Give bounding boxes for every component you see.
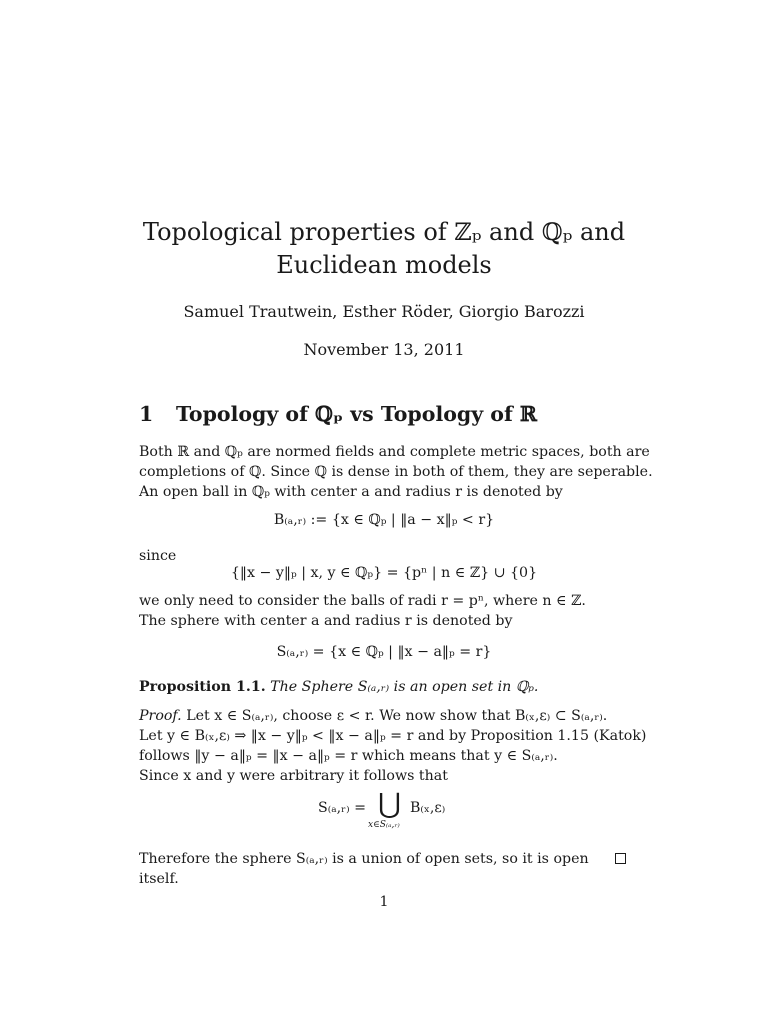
equation-norm-values: {‖x − y‖ₚ | x, y ∈ ℚₚ} = {pⁿ | n ∈ ℤ} ∪ {0} — [230, 565, 538, 581]
text-line: The sphere with center a and radius r is denoted by — [139, 613, 513, 629]
section-heading — [139, 402, 639, 426]
section-title: Topology of ℚₚ vs Topology of ℝ — [176, 402, 537, 426]
equation-union — [0, 787, 768, 840]
proof-label: Proof. — [139, 708, 182, 724]
proposition-label: Proposition 1.1. — [139, 679, 266, 695]
text-line: Since x and y were arbitrary it follows that — [139, 768, 448, 784]
equation-open-ball: B₍ₐ,ᵣ₎ := {x ∈ ℚₚ | ‖a − x‖ₚ < r} — [273, 512, 495, 528]
text-line: completions of ℚ. Since ℚ is dense in both of them, they are seperable. — [139, 464, 653, 480]
publication-date: November 13, 2011 — [303, 340, 465, 359]
union-rhs: B₍ₓ,ε₎ — [410, 800, 446, 816]
text-line: Both ℝ and ℚₚ are normed fields and complete metric spaces, both are — [139, 444, 650, 460]
text-line: Let y ∈ B₍ₓ,ε₎ ⇒ ‖x − y‖ₚ < ‖x − a‖ₚ = r and by Proposition 1.15 (Katok) — [139, 728, 647, 744]
title-line-2: Euclidean models — [276, 251, 492, 279]
qed-square-icon — [615, 853, 626, 864]
union-subscript: x∈S₍ₐ,ᵣ₎ — [368, 820, 400, 830]
paper-title — [0, 216, 768, 282]
text-line: Let x ∈ S₍ₐ,ᵣ₎, choose ε < r. We now show that B₍ₓ,ε₎ ⊂ S₍ₐ,ᵣ₎. — [186, 708, 608, 724]
text-since: since — [139, 548, 177, 564]
author-list: Samuel Trautwein, Esther Röder, Giorgio Barozzi — [183, 302, 585, 321]
big-union-symbol: ⋃ — [378, 787, 401, 820]
proposition-statement: The Sphere S₍ₐ,ᵣ₎ is an open set in ℚₚ. — [270, 679, 539, 695]
radius-paragraph — [139, 591, 629, 631]
intro-paragraph — [139, 442, 653, 502]
page-number: 1 — [379, 894, 389, 910]
title-line-1: Topological properties of ℤₚ and ℚₚ and — [142, 218, 626, 246]
conclusion-line: Therefore the sphere S₍ₐ,ᵣ₎ is a union of open sets, so it is open itself. — [139, 851, 589, 887]
union-lhs: S₍ₐ,ᵣ₎ = — [318, 800, 366, 816]
equation-sphere: S₍ₐ,ᵣ₎ = {x ∈ ℚₚ | ‖x − a‖ₚ = r} — [276, 644, 492, 660]
proposition — [139, 677, 629, 697]
proof-block — [139, 706, 647, 786]
text-line: An open ball in ℚₚ with center a and radius r is denoted by — [139, 484, 563, 500]
text-line: we only need to consider the balls of radi r = pⁿ, where n ∈ ℤ. — [139, 593, 586, 609]
section-number: 1 — [139, 402, 154, 426]
text-line: follows ‖y − a‖ₚ = ‖x − a‖ₚ = r which means that y ∈ S₍ₐ,ᵣ₎. — [139, 748, 558, 764]
